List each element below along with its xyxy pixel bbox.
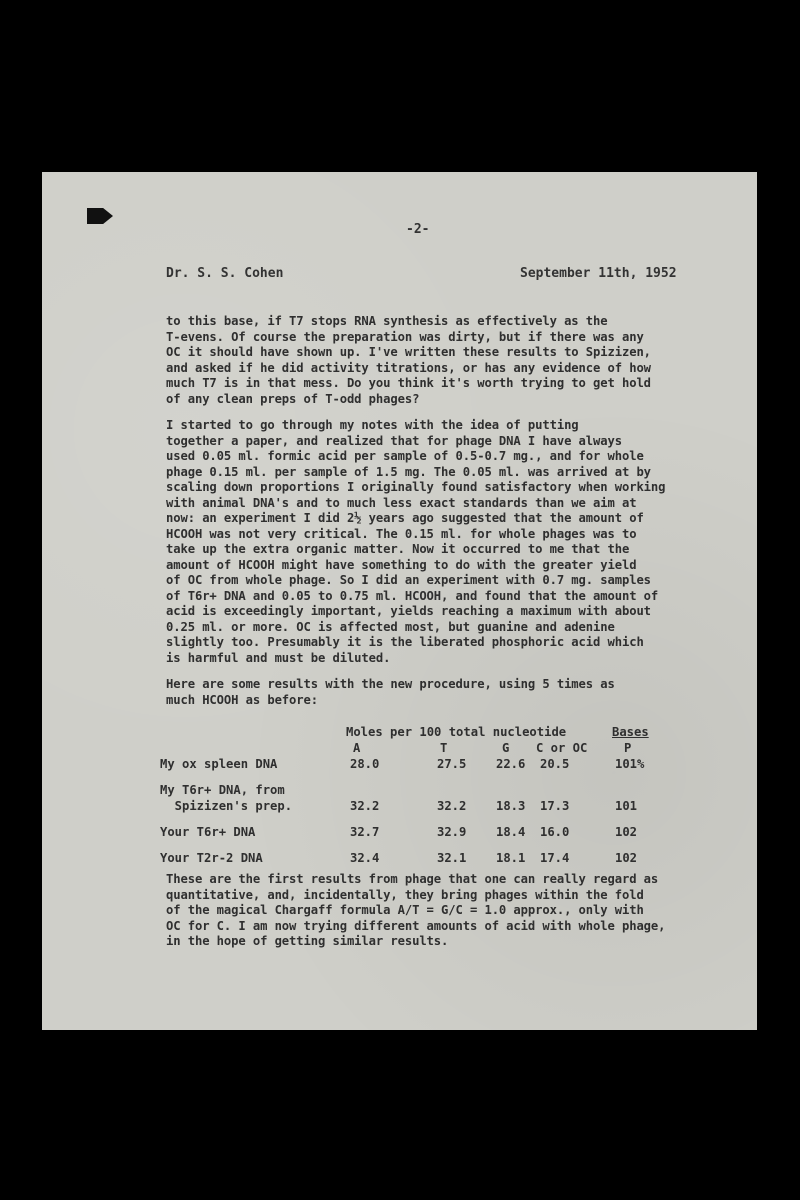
cell-g: 18.3: [496, 799, 526, 813]
header-a: A: [353, 741, 361, 755]
cell-a: 32.4: [350, 851, 380, 865]
cell-p: 102: [615, 851, 638, 865]
paragraph-3: Here are some results with the new procedure, using 5 times as much HCOOH as before:: [166, 677, 615, 707]
row-label: Your T2r-2 DNA: [160, 851, 263, 865]
header-moles: Moles per 100 total nucleotide: [346, 725, 567, 739]
table-row: [160, 825, 680, 841]
nucleotide-table: [160, 725, 680, 867]
header-c: C or OC: [536, 741, 588, 755]
cell-g: 22.6: [496, 757, 526, 771]
header-p: P: [624, 741, 632, 755]
row-label: My T6r+ DNA, from: [160, 783, 285, 797]
table-row: [160, 851, 680, 867]
cell-c: 17.4: [540, 851, 570, 865]
cell-g: 18.4: [496, 825, 526, 839]
cell-p: 101: [615, 799, 638, 813]
page-number: -2-: [406, 222, 430, 237]
cell-a: 32.7: [350, 825, 380, 839]
cell-a: 32.2: [350, 799, 380, 813]
row-label: My ox spleen DNA: [160, 757, 278, 771]
page-tab-marker: [87, 208, 113, 224]
addressee: Dr. S. S. Cohen: [166, 266, 284, 281]
cell-t: 32.9: [437, 825, 467, 839]
cell-t: 32.1: [437, 851, 467, 865]
cell-t: 32.2: [437, 799, 467, 813]
header-g: G: [502, 741, 510, 755]
letter-date: September 11th, 1952: [520, 266, 677, 281]
cell-c: 20.5: [540, 757, 570, 771]
row-label-2: Spizizen's prep.: [160, 799, 293, 813]
letter-page: [42, 172, 757, 1030]
cell-t: 27.5: [437, 757, 467, 771]
table-row: [160, 757, 680, 773]
paragraph-1: to this base, if T7 stops RNA synthesis as effectively as the T-evens. Of course the preparation was dirty, but if there was any OC it should have shown up. I've written these results to Spizizen, and asked if he did activity titrations, or has any evidence of how much T7 is in that mess. Do you think it's worth trying to get hold of any clean preps of T-odd phages?: [166, 314, 651, 406]
paragraph-4: These are the first results from phage that one can really regard as quantitative, and, incidentally, they bring phages within the fold of the magical Chargaff formula A/T = G/C = 1.0 approx., only with OC for C. I am now trying different amounts of acid with whole phage, in the hope of getting similar results.: [166, 872, 666, 948]
table-header-row-2: [160, 741, 680, 757]
cell-a: 28.0: [350, 757, 380, 771]
cell-c: 16.0: [540, 825, 570, 839]
table-row-continued: [160, 799, 680, 815]
header-t: T: [440, 741, 448, 755]
cell-p: 102: [615, 825, 638, 839]
cell-g: 18.1: [496, 851, 526, 865]
cell-p: 101%: [615, 757, 645, 771]
table-header-row-1: [160, 725, 680, 741]
cell-c: 17.3: [540, 799, 570, 813]
header-bases: Bases: [612, 725, 649, 739]
table-row: [160, 783, 680, 799]
row-label: Your T6r+ DNA: [160, 825, 256, 839]
paragraph-2: I started to go through my notes with the idea of putting together a paper, and realized that for phage DNA I have always used 0.05 ml. formic acid per sample of 0.5-0.7 mg., and for whole phage 0.15 ml. per sample of 1.5 mg. The 0.05 ml. was arrived at by scaling down proportions I originally found satisfactory when working with animal DNA's and to much less exact standards than we aim at now: an experiment I did 2½ years ago suggested that the amount of HCOOH was not very critical. The 0.15 ml. for whole phages was to take up the extra organic matter. Now it occurred to me that the amount of HCOOH might have something to do with the greater yield of OC from whole phage. So I did an experiment with 0.7 mg. samples of T6r+ DNA and 0.05 to 0.75 ml. HCOOH, and found that the amount of acid is exceedingly important, yields reaching a maximum with about 0.25 ml. or more. OC is affected most, but guanine and adenine slightly too. Presumably it is the liberated phosphoric acid which is harmful and must be diluted.: [166, 418, 666, 665]
